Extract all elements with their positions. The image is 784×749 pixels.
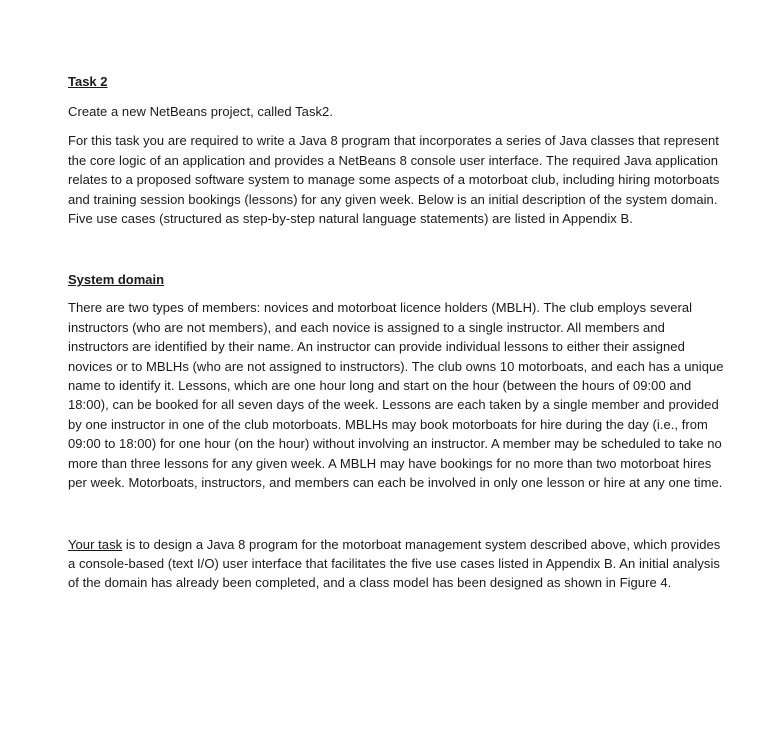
your-task-body: is to design a Java 8 program for the motorboat management system described above, which provides a console-based (text I/O) user interface that facilitates the five use cases listed in Appendix B. An initial analysis of the domain has already been completed, and a class model has been designed as shown in Figure 4. xyxy=(68,536,721,591)
your-task-lead: Your task xyxy=(68,536,123,552)
your-task-paragraph xyxy=(68,535,728,593)
task-intro: Create a new NetBeans project, called Task2. xyxy=(68,104,333,119)
document-page xyxy=(68,72,728,593)
task-title: Task 2 xyxy=(68,74,108,89)
task-description: For this task you are required to write a Java 8 program that incorporates a series of Java classes that represent the core logic of an application and provides a NetBeans 8 console user interface. The required Java application relates to a proposed software system to manage some aspects of a motorboat club, including hiring motorboats and training session bookings (lessons) for any given week. Below is an initial description of the system domain. Five use cases (structured as step-by-step natural language statements) are listed in Appendix B. xyxy=(68,133,720,227)
system-domain-title: System domain xyxy=(68,272,165,288)
system-domain-body: There are two types of members: novices and motorboat licence holders (MBLH). The club employs several instructors (who are not members), and each novice is assigned to a single instructor. All members and instructors are identified by their name. An instructor can provide individual lessons to either their assigned novices or to MBLHs (who are not assigned to instructors). The club owns 10 motorboats, and each has a unique name to identify it. Lessons, which are one hour long and start on the hour (between the hours of 09:00 and 18:00), can be booked for all seven days of the week. Lessons are each taken by a single member and provided by one instructor in one of the club motorboats. MBLHs may book motorboats for hire during the day (i.e., from 09:00 to 18:00) for one hour (on the hour) without involving an instructor. A member may be scheduled to take no more than three lessons for any given week. A MBLH may have bookings for no more than two motorboat hires per week. Motorboats, instructors, and members can each be involved in only one lesson or hire at any one time. xyxy=(68,300,724,491)
